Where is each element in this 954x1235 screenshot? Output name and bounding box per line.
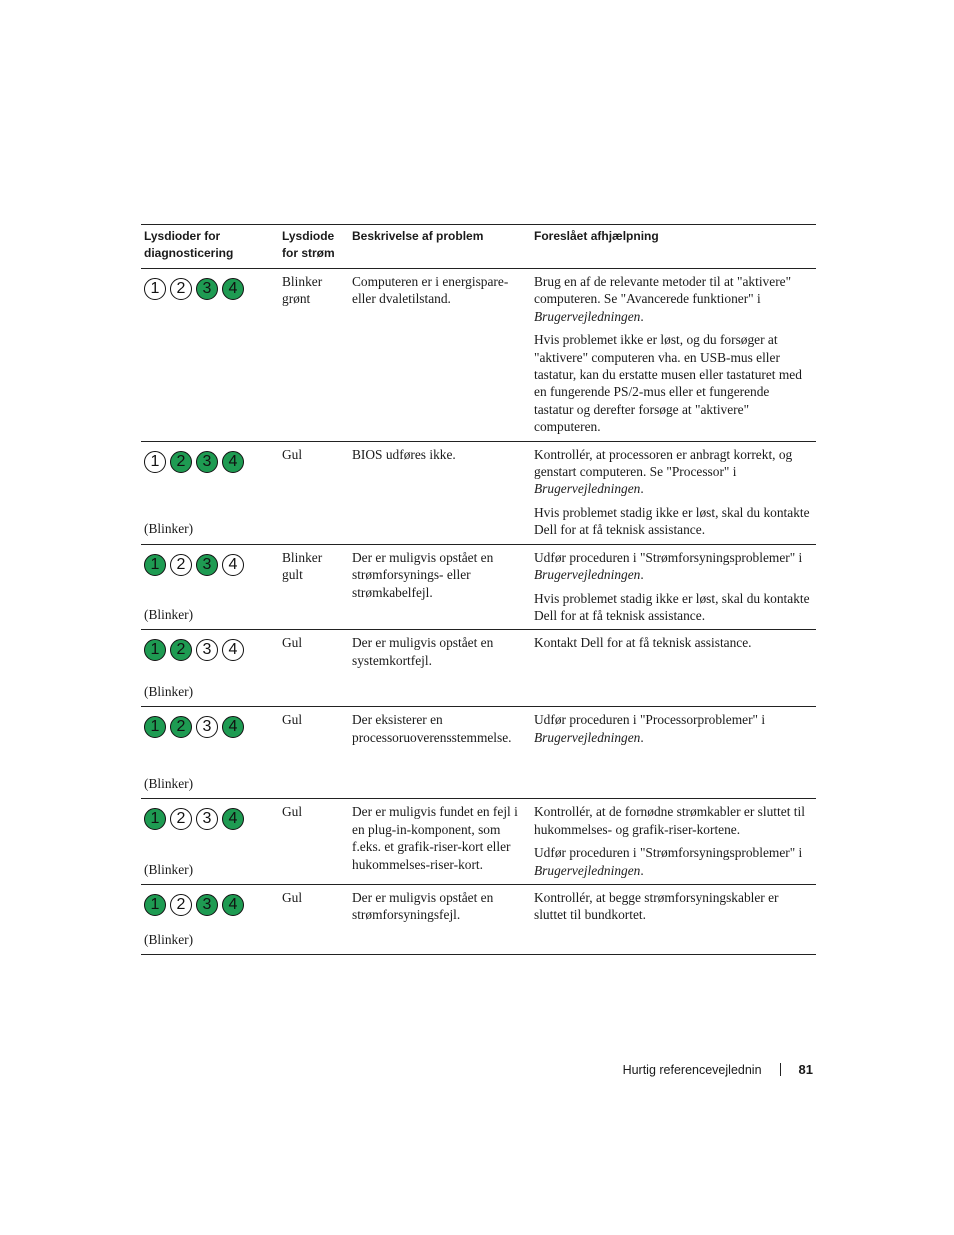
diagnostic-light-2-off-icon: 2	[170, 808, 192, 830]
table-row	[141, 269, 816, 442]
footer-title: Hurtig referencevejlednin	[622, 1062, 762, 1077]
user-guide-reference: Brugervejledningen	[534, 308, 641, 324]
suggested-resolution-cell	[531, 269, 816, 442]
diagnostic-light-4-on-icon: 4	[222, 451, 244, 473]
resolution-text: Kontakt Dell for at få teknisk assistance.	[534, 635, 752, 651]
diagnostic-light-2-off-icon: 2	[170, 894, 192, 916]
table-row	[141, 707, 816, 799]
user-guide-reference: Brugervejledningen	[534, 862, 641, 878]
diagnostic-light-pattern	[144, 808, 275, 830]
resolution-paragraph	[534, 549, 812, 584]
diagnostic-lights-cell	[141, 544, 279, 630]
resolution-paragraph	[534, 446, 812, 498]
header-diagnostic-lights: Lysdioder for diagnosticering	[141, 225, 279, 269]
resolution-paragraph	[534, 844, 812, 879]
diagnostic-light-3-off-icon: 3	[196, 808, 218, 830]
diagnostic-light-3-on-icon: 3	[196, 278, 218, 300]
power-light-cell: Gul	[279, 884, 349, 954]
problem-description-cell: Der er muligvis opstået en systemkortfejl.	[349, 630, 531, 707]
diagnostic-light-4-on-icon: 4	[222, 716, 244, 738]
diagnostic-light-2-off-icon: 2	[170, 554, 192, 576]
diagnostic-light-1-off-icon: 1	[144, 278, 166, 300]
resolution-text-end: .	[640, 862, 644, 878]
table-row	[141, 799, 816, 885]
blink-note: (Blinker)	[144, 683, 194, 699]
resolution-text-end: .	[640, 308, 644, 324]
diagnostic-light-2-on-icon: 2	[170, 451, 192, 473]
resolution-text: Hvis problemet stadig ikke er løst, skal du kontakte Dell for at få teknisk assistance.	[534, 590, 810, 623]
diagnostic-light-1-on-icon: 1	[144, 808, 166, 830]
diagnostic-lights-cell	[141, 630, 279, 707]
diagnostic-lights-cell	[141, 441, 279, 544]
diagnostic-lights-cell	[141, 799, 279, 885]
table-row	[141, 884, 816, 954]
diagnostic-light-3-off-icon: 3	[196, 716, 218, 738]
resolution-text-end: .	[640, 729, 644, 745]
diagnostic-lights-cell	[141, 269, 279, 442]
diagnostic-light-4-off-icon: 4	[222, 554, 244, 576]
header-power-light: Lysdiode for strøm	[279, 225, 349, 269]
resolution-text: Hvis problemet ikke er løst, og du forsøger at "aktivere" computeren vha. en USB-mus eller tastatur, kan du erstatte musen eller tastaturet med en fungerende PS/2-mus eller et fungerende tastatur og derefter forsøge at "aktivere" computeren.	[534, 332, 802, 435]
resolution-paragraph	[534, 331, 812, 435]
blink-note: (Blinker)	[144, 931, 194, 947]
page-footer	[623, 1062, 813, 1077]
problem-description-cell: Der er muligvis fundet en fejl i en plug-in-komponent, som f.eks. et grafik-riser-kort eller hukommelses-riser-kort.	[349, 799, 531, 885]
resolution-text: Udfør proceduren i "Strømforsyningsproblemer" i	[534, 845, 803, 861]
diagnostic-light-3-off-icon: 3	[196, 639, 218, 661]
diagnostic-lights-cell	[141, 707, 279, 799]
blink-note: (Blinker)	[144, 861, 194, 877]
blink-note: (Blinker)	[144, 606, 194, 622]
resolution-paragraph	[534, 590, 812, 625]
table-row	[141, 630, 816, 707]
resolution-text: Hvis problemet stadig ikke er løst, skal du kontakte Dell for at få teknisk assistance.	[534, 504, 810, 538]
table-row	[141, 441, 816, 544]
resolution-paragraph	[534, 504, 812, 539]
page-number: 81	[798, 1062, 813, 1077]
suggested-resolution-cell	[531, 707, 816, 799]
suggested-resolution-cell	[531, 630, 816, 707]
diagnostic-light-1-on-icon: 1	[144, 894, 166, 916]
diagnostic-light-4-on-icon: 4	[222, 278, 244, 300]
diagnostic-light-2-off-icon: 2	[170, 278, 192, 300]
resolution-text: Kontrollér, at processoren er anbragt korrekt, og genstart computeren. Se "Processor" i	[534, 446, 793, 480]
diagnostic-light-1-on-icon: 1	[144, 639, 166, 661]
problem-description-cell: BIOS udføres ikke.	[349, 441, 531, 544]
diagnostic-light-pattern	[144, 451, 275, 473]
resolution-text-end: .	[640, 481, 644, 497]
diagnostic-light-3-on-icon: 3	[196, 554, 218, 576]
diagnostic-light-1-off-icon: 1	[144, 451, 166, 473]
user-guide-reference: Brugervejledningen	[534, 729, 641, 745]
blink-note: (Blinker)	[144, 521, 194, 537]
diagnostic-light-pattern	[144, 716, 275, 738]
suggested-resolution-cell	[531, 441, 816, 544]
resolution-paragraph	[534, 634, 812, 651]
resolution-text: Kontrollér, at begge strømforsyningskabler er sluttet til bundkortet.	[534, 889, 779, 923]
resolution-text-end: .	[640, 567, 644, 583]
power-light-cell: Gul	[279, 630, 349, 707]
resolution-text: Kontrollér, at de fornødne strømkabler er sluttet til hukommelses- og grafik-riser-kortene.	[534, 804, 805, 837]
problem-description-cell: Der er muligvis opstået en strømforsynings- eller strømkabelfejl.	[349, 544, 531, 630]
resolution-text: Brug en af de relevante metoder til at "aktivere" computeren. Se "Avancerede funktioner" i	[534, 274, 792, 307]
table-header-row	[141, 225, 816, 269]
resolution-paragraph	[534, 273, 812, 325]
problem-description-cell: Computeren er i energispare- eller dvaletilstand.	[349, 269, 531, 442]
diagnostic-lights-table	[141, 224, 816, 955]
diagnostic-light-4-on-icon: 4	[222, 894, 244, 916]
power-light-cell: Gul	[279, 441, 349, 544]
suggested-resolution-cell	[531, 799, 816, 885]
blink-note: (Blinker)	[144, 775, 194, 791]
user-guide-reference: Brugervejledningen	[534, 567, 641, 583]
power-light-cell: Blinker grønt	[279, 269, 349, 442]
problem-description-cell: Der er muligvis opstået en strømforsyningsfejl.	[349, 884, 531, 954]
table-row	[141, 544, 816, 630]
diagnostic-lights-cell	[141, 884, 279, 954]
power-light-cell: Gul	[279, 707, 349, 799]
suggested-resolution-cell	[531, 544, 816, 630]
resolution-paragraph	[534, 711, 812, 746]
header-problem-description: Beskrivelse af problem	[349, 225, 531, 269]
diagnostic-light-2-on-icon: 2	[170, 716, 192, 738]
resolution-text: Udfør proceduren i "Strømforsyningsproblemer" i	[534, 549, 803, 565]
power-light-cell: Gul	[279, 799, 349, 885]
diagnostic-light-1-on-icon: 1	[144, 554, 166, 576]
diagnostic-light-3-on-icon: 3	[196, 894, 218, 916]
diagnostic-light-pattern	[144, 554, 275, 576]
header-suggested-resolution: Foreslået afhjælpning	[531, 225, 816, 269]
resolution-text: Udfør proceduren i "Processorproblemer" i	[534, 712, 766, 728]
suggested-resolution-cell	[531, 884, 816, 954]
diagnostic-light-4-on-icon: 4	[222, 808, 244, 830]
table-body	[141, 269, 816, 955]
power-light-cell: Blinker gult	[279, 544, 349, 630]
diagnostic-light-3-on-icon: 3	[196, 451, 218, 473]
diagnostic-light-1-on-icon: 1	[144, 716, 166, 738]
resolution-paragraph	[534, 889, 812, 924]
diagnostic-light-pattern	[144, 639, 275, 661]
diagnostic-light-pattern	[144, 894, 275, 916]
diagnostic-light-4-off-icon: 4	[222, 639, 244, 661]
problem-description-cell: Der eksisterer en processoruoverensstemmelse.	[349, 707, 531, 799]
user-guide-reference: Brugervejledningen	[534, 481, 641, 497]
diagnostic-light-2-on-icon: 2	[170, 639, 192, 661]
diagnostic-light-pattern	[144, 278, 275, 300]
resolution-paragraph	[534, 803, 812, 838]
footer-divider	[780, 1063, 781, 1076]
